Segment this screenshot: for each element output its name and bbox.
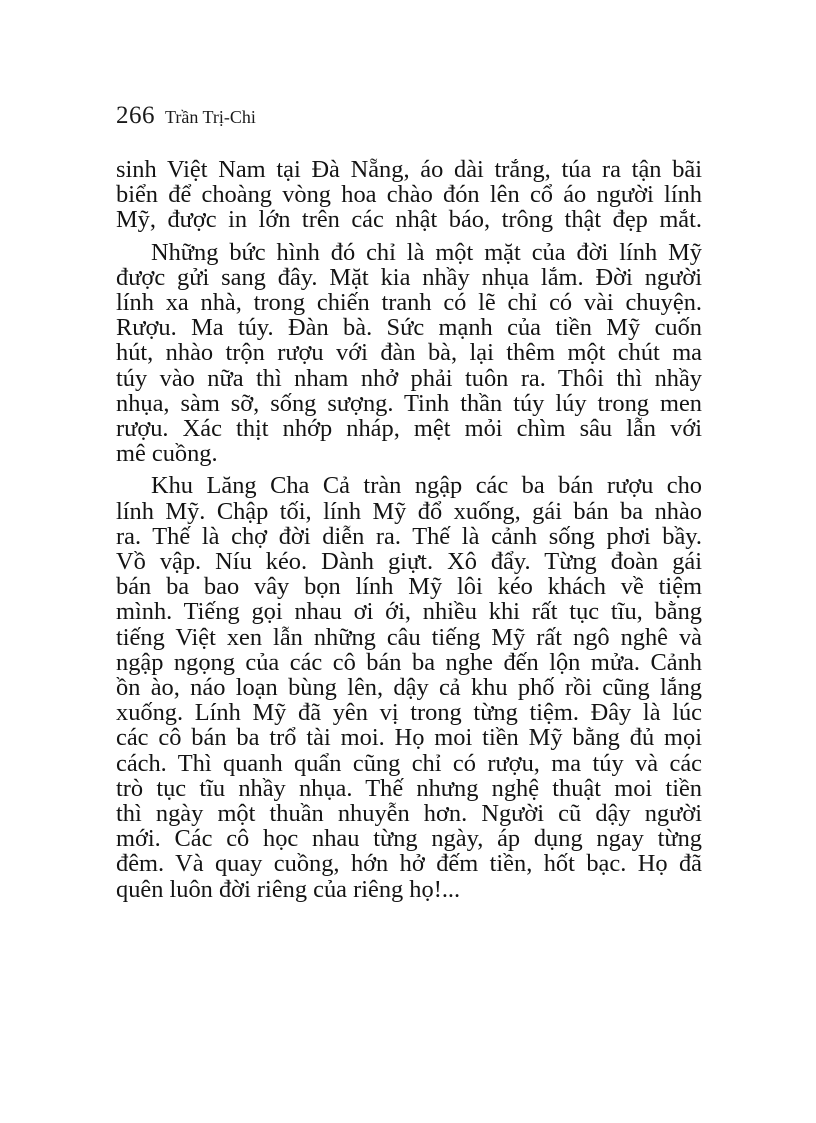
text-line: trò tục tĩu nhầy nhụa. Thế nhưng nghệ thuật moi tiền bbox=[116, 774, 702, 802]
page-number: 266 bbox=[116, 102, 155, 129]
text-line: lính Mỹ. Chập tối, lính Mỹ đổ xuống, gái bán ba nhào bbox=[116, 497, 702, 525]
text-line: ra. Thế là chợ đời diễn ra. Thế là cảnh sống phơi bầy. bbox=[116, 522, 702, 550]
body-text bbox=[116, 157, 702, 909]
text-line: hút, nhào trộn rượu với đàn bà, lại thêm một chút ma bbox=[116, 339, 702, 367]
paragraph-2 bbox=[116, 240, 702, 467]
text-line: mình. Tiếng gọi nhau ơi ới, nhiều khi rất tục tĩu, bằng bbox=[116, 598, 702, 626]
text-line: tiếng Việt xen lẫn những câu tiếng Mỹ rất ngô nghê và bbox=[116, 623, 702, 651]
text-line: các cô bán ba trổ tài moi. Họ moi tiền Mỹ bằng đủ mọi bbox=[116, 724, 702, 752]
text-line: túy vào nữa thì nham nhở phải tuôn ra. Thôi thì nhầy bbox=[116, 364, 702, 392]
text-line: Mỹ, được in lớn trên các nhật báo, trông thật đẹp mắt. bbox=[116, 206, 702, 234]
text-line: ngập ngọng của các cô bán ba nghe đến lộn mửa. Cảnh bbox=[116, 648, 702, 676]
page-header bbox=[116, 102, 256, 130]
text-line: Rượu. Ma túy. Đàn bà. Sức mạnh của tiền Mỹ cuốn bbox=[116, 314, 702, 342]
text-line: được gửi sang đây. Mặt kia nhầy nhụa lắm. Đời người bbox=[116, 263, 702, 291]
text-line: Những bức hình đó chỉ là một mặt của đời lính Mỹ bbox=[151, 238, 702, 266]
text-line: quên luôn đời riêng của riêng họ!... bbox=[116, 875, 461, 903]
text-line: Khu Lăng Cha Cả tràn ngập các ba bán rượu cho bbox=[151, 472, 702, 500]
text-line: thì ngày một thuần nhuyễn hơn. Người cũ dậy người bbox=[116, 800, 702, 828]
running-title: Trần Trị-Chi bbox=[165, 107, 256, 127]
text-line: Vồ vập. Níu kéo. Dành giựt. Xô đẩy. Từng đoàn gái bbox=[116, 548, 702, 576]
paragraph-3 bbox=[116, 473, 702, 901]
text-line: mới. Các cô học nhau từng ngày, áp dụng ngay từng bbox=[116, 825, 702, 853]
text-line: xuống. Lính Mỹ đã yên vị trong từng tiệm. Đây là lúc bbox=[116, 699, 702, 727]
text-line: cách. Thì quanh quẩn cũng chỉ có rượu, ma túy và các bbox=[116, 749, 702, 777]
paragraph-1 bbox=[116, 157, 702, 233]
text-line: ồn ào, náo loạn bùng lên, dậy cả khu phố rồi cũng lắng bbox=[116, 674, 702, 702]
text-line: bán ba bao vây bọn lính Mỹ lôi kéo khách về tiệm bbox=[116, 573, 702, 601]
text-line: sinh Việt Nam tại Đà Nẵng, áo dài trắng, túa ra tận bãi bbox=[116, 156, 702, 183]
text-line: nhụa, sàm sỡ, sống sượng. Tinh thần túy lúy trong men bbox=[116, 389, 702, 417]
text-line: đêm. Và quay cuồng, hớn hở đếm tiền, hốt bạc. Họ đã bbox=[116, 850, 702, 878]
text-line: rượu. Xác thịt nhớp nháp, mệt mỏi chìm sâu lẫn với bbox=[116, 415, 702, 443]
text-line: biển để choàng vòng hoa chào đón lên cổ áo người lính bbox=[116, 181, 702, 209]
text-line: lính xa nhà, trong chiến tranh có lẽ chỉ có vài chuyện. bbox=[116, 289, 702, 317]
text-line: mê cuồng. bbox=[116, 440, 218, 468]
